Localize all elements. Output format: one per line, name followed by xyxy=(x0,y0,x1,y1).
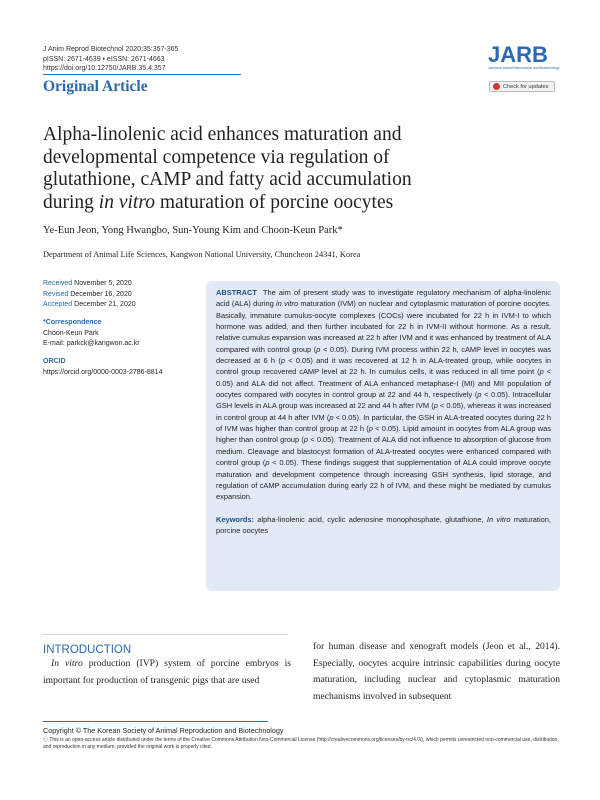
introduction-heading: INTRODUCTION xyxy=(43,644,132,656)
meta-divider xyxy=(43,74,241,75)
title-line: glutathione, cAMP and fatty acid accumulation xyxy=(43,169,412,190)
accepted-date: December 21, 2020 xyxy=(74,301,136,309)
received-date: November 5, 2020 xyxy=(74,280,132,287)
affiliation: Department of Animal Life Sciences, Kangwon National University, Chuncheon 24341, Korea xyxy=(43,250,361,259)
keywords-label: Keywords: xyxy=(216,514,255,524)
abstract-box xyxy=(206,281,560,591)
title-italic: in vitro xyxy=(98,191,155,213)
correspondence xyxy=(43,318,140,350)
title-line xyxy=(43,192,563,215)
accepted-label: Accepted xyxy=(43,301,73,309)
abstract-text: ABSTRACT The aim of present study was to investigate regulatory mechanism of alpha-linolenic acid (ALA) during in vitro maturation (IVM) on nuclear and cytoplasmic maturation of porcine oocytes. Basically, immature cumulus-oocyte complexes (COCs) were incubated for 22 h in IVM-I to which hormone was added, and then further incubated for 22 h in IVM-II without hormone. As a result, relative cumulus expansion was increased at 22 h after IVM and it was enhanced by treatment of ALA compared with control group (p < 0.05). During IVM process within 22 h, cAMP level in oocytes was decreased at 6 h (p < 0.05) and it was recovered at 12 h in ALA-treated group, while oocytes in control group recovered cAMP level at 22 h. In cumulus cells, it was reduced in all time point (p < 0.05) and ALA did not affect. Treatment of ALA enhanced metaphase-I (MI) and MII population of oocytes compared with oocytes in control group at 22 and 44 h, respectively (p < 0.05). Intracellular GSH levels in ALA group was increased at 22 and 44 h after IVM (p < 0.05), whereas it was increased in control group at 44 h after IVM (p < 0.05). In particular, the GSH in ALA-treated oocytes during 22 h of IVM was higher than control group at 22 h (p < 0.05). Lipid amount in oocytes from ALA group was higher than control group (p < 0.05). Treatment of ALA did not influence to absorption of glucose from medium. Cleavage and blastocyst formation of ALA-treated oocytes were enhanced compared with control group (p < 0.05). These findings suggest that supplementation of ALA could improve oocyte maturation and development competence through increasing GSH synthesis, lipid storage, and regulation of cAMP accumulation during early 22 h of IVM, and these might be mediated by cumulus expansion. xyxy=(216,288,552,502)
check-updates-label: Check for updates xyxy=(503,83,549,90)
correspondence-email[interactable]: E-mail: parkck@kangwon.ac.kr xyxy=(43,340,140,348)
intro-text: production (IVP) system of porcine embryos is important for production of transgenic pigs that are used xyxy=(43,658,291,686)
check-for-updates-button[interactable] xyxy=(489,81,555,92)
correspondence-name: Choon-Keun Park xyxy=(43,329,99,337)
title-line: Alpha-linolenic acid enhances maturation and xyxy=(43,124,402,145)
journal-logo xyxy=(488,44,558,70)
title-text: during xyxy=(43,191,99,213)
authors: Ye-Eun Jeon, Yong Hwangbo, Sun-Young Kim and Choon-Keun Park* xyxy=(43,225,343,236)
license-text: ⓒ This is an open-access article distributed under the terms of the Creative Commons Attribution Non-Commercial License (http://creativecommons.org/licenses/by-nc/4.0/), which permits unrestricted non-commercial use, distribution, and reproduction in any medium, provided the original work is properly cited. xyxy=(43,737,559,751)
correspondence-label: *Correspondence xyxy=(43,319,102,326)
intro-divider xyxy=(43,634,288,635)
intro-right-column: for human disease and xenograft models (Jeon et al., 2014). Especially, oocytes acquire intrinsic capabilities during oocyte maturation, including nuclear and cytoplasmic maturation mechanisms involved in subsequent xyxy=(313,641,560,702)
keywords: Keywords: alpha-linolenic acid, cyclic adenosine monophosphate, glutathione, In vitro maturation, porcine oocytes xyxy=(216,514,551,535)
journal-issn: pISSN: 2671-4639 • eISSN: 2671-4663 xyxy=(43,55,165,63)
title-line: developmental competence via regulation of xyxy=(43,146,390,168)
intro-left-column xyxy=(43,656,291,689)
cc-icon: ⓒ xyxy=(43,737,50,743)
revised-date: December 16, 2020 xyxy=(70,290,132,298)
orcid-block xyxy=(43,357,162,378)
journal-citation: J Anim Reprod Biotechnol 2020;35:357-365 xyxy=(43,46,179,53)
article-type: Original Article xyxy=(43,78,148,95)
journal-meta xyxy=(43,45,178,74)
crossmark-icon xyxy=(493,83,500,90)
intro-italic: In vitro xyxy=(51,658,83,669)
orcid-link[interactable]: https://orcid.org/0000-0003-2786-8814 xyxy=(43,368,163,376)
article-dates xyxy=(43,279,136,311)
journal-doi[interactable]: https://doi.org/10.12750/JARB.35.4.357 xyxy=(43,65,166,73)
revised-label: Revised xyxy=(43,290,69,298)
logo-subtitle: Journal of Animal Reproduction and Biotechnology xyxy=(488,66,560,70)
footer-divider xyxy=(43,721,268,722)
received-label: Received xyxy=(43,280,73,287)
orcid-label: ORCID xyxy=(43,358,66,365)
logo-text: JARB xyxy=(488,42,548,67)
title-text: maturation of porcine oocytes xyxy=(154,191,394,213)
copyright: Copyright © The Korean Society of Animal Reproduction and Biotechnology xyxy=(43,726,284,735)
abstract-label: ABSTRACT xyxy=(216,288,257,297)
article-title xyxy=(43,124,563,214)
